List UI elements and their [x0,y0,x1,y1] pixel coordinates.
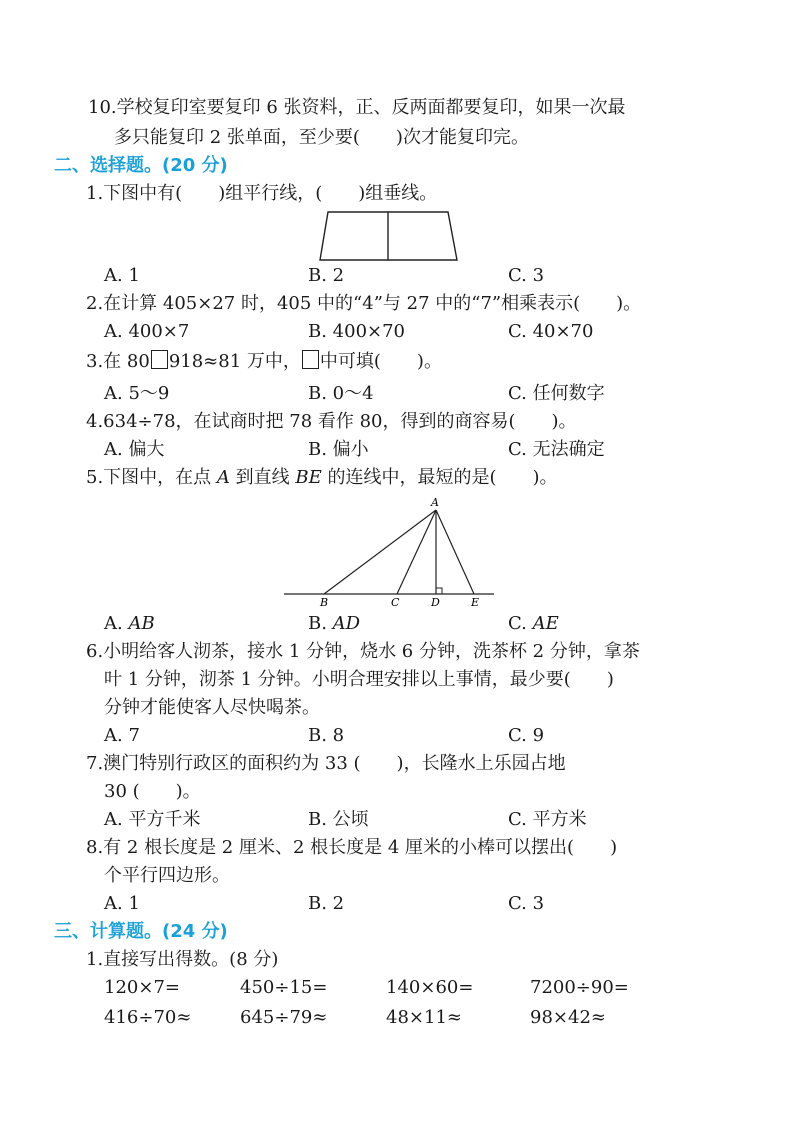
option-prefix: A. [104,613,129,634]
calc-item[interactable]: 98×42≈ [530,1007,606,1028]
calc-title: 1.直接写出得数。(8 分) [86,949,279,970]
q8-line1 [86,836,617,860]
q4-option-c[interactable]: C. 无法确定 [508,439,605,460]
q7-text-2b: )。 [175,781,201,802]
option-value: AE [532,613,559,634]
q1-text-b: )组平行线，( [218,183,323,204]
q7-line2 [104,780,201,804]
label-c: C [391,596,400,609]
q1-option-c[interactable]: C. 3 [508,265,545,286]
q7-text-1a: 7.澳门特别行政区的面积约为 33 ( [86,753,361,774]
q4-option-b[interactable]: B. 偏小 [308,439,369,460]
q6-line2 [104,668,614,692]
q1-text-c: )组垂线。 [358,183,438,204]
q8-option-a[interactable]: A. 1 [104,893,140,914]
calc-item[interactable]: 416÷70≈ [104,1007,192,1028]
option-prefix: B. [308,613,333,634]
q5-text-a: 5.下图中，在点 [86,467,217,488]
q6-option-b[interactable]: B. 8 [308,725,345,746]
q8-text-1a: 8.有 2 根长度是 2 厘米、2 根长度是 4 厘米的小棒可以摆出( [86,837,575,858]
digit-box[interactable] [151,350,168,369]
label-e: E [471,596,480,609]
q4-stem [86,410,577,434]
label-b: B [320,596,329,609]
q2-text-a: 2.在计算 405×27 时，405 中的“4”与 27 中的“7”相乘表示( [86,293,581,314]
q7-option-b[interactable]: B. 公顷 [308,809,369,830]
option-prefix: C. [508,613,533,634]
q5-option-b[interactable] [308,612,360,636]
segment-ae [436,510,474,594]
option-value: AB [128,613,155,634]
q3-option-a[interactable]: A. 5～9 [104,383,170,404]
q2-stem [86,292,641,316]
q3-option-c[interactable]: C. 任何数字 [508,383,605,404]
calc-item[interactable]: 120×7= [104,977,180,998]
q4-text-a: 4.634÷78，在试商时把 78 看作 80，得到的商容易( [86,411,516,432]
q1-option-b[interactable]: B. 2 [308,265,345,286]
trapezoid-figure [318,208,462,264]
q3-text-c: 中可填( [319,351,381,372]
calc-item[interactable]: 140×60= [386,977,474,998]
q6-option-a[interactable]: A. 7 [104,725,140,746]
q5-option-c[interactable] [508,612,559,636]
calc-item[interactable]: 7200÷90= [530,977,629,998]
q8-option-c[interactable]: C. 3 [508,893,545,914]
q5-option-a[interactable] [104,612,155,636]
digit-box [302,350,319,369]
q10-line1 [88,96,626,120]
q4-option-a[interactable]: A. 偏大 [104,439,165,460]
segment-ab [324,510,436,594]
section-2-heading: 二、选择题。(20 分) [54,155,228,176]
q6-line3: 分钟才能使客人尽快喝茶。 [104,697,320,718]
q5-stem [86,466,558,490]
q8-text-1b: ) [610,837,618,858]
q1-text-a: 1.下图中有( [86,183,183,204]
q2-option-b[interactable]: B. 400×70 [308,321,406,342]
segment-ac [397,510,436,594]
triangle-lines-figure [280,494,500,612]
q4-text-b: )。 [551,411,577,432]
q6-text-2a: 叶 1 分钟，沏茶 1 分钟。小明合理安排以上事情，最少要( [104,669,571,690]
option-value: AD [332,613,361,634]
q8-option-b[interactable]: B. 2 [308,893,345,914]
q5-text-c: 的连线中，最短的是( [321,467,497,488]
q3-text-b: 918≈81 万中， [168,351,301,372]
q3-text-d: )。 [416,351,442,372]
q10-text-1: 10.学校复印室要复印 6 张资料，正、反两面都要复印，如果一次最 [88,97,626,118]
q10-line2 [114,126,529,150]
q7-line1 [86,752,566,776]
q2-option-c[interactable]: C. 40×70 [508,321,594,342]
q2-text-b: )。 [616,293,642,314]
q5-point-label: A [216,467,230,488]
q10-text-2a: 多只能复印 2 张单面，至少要( [114,127,360,148]
q3-stem [86,350,442,374]
q5-line-label: BE [295,467,322,488]
calc-item[interactable]: 645÷79≈ [240,1007,328,1028]
q7-text-2a: 30 ( [104,781,140,802]
q6-line1: 6.小明给客人沏茶，接水 1 分钟，烧水 6 分钟，洗茶杯 2 分钟，拿茶 [86,641,640,662]
q6-text-2b: ) [606,669,614,690]
q3-text-a: 3.在 80 [86,351,150,372]
section-3-heading: 三、计算题。(24 分) [54,921,228,942]
right-angle-mark [436,588,442,594]
label-d: D [431,596,440,609]
calc-item[interactable]: 48×11≈ [386,1007,462,1028]
q3-option-b[interactable]: B. 0～4 [308,383,374,404]
q7-text-1b: )，长隆水上乐园占地 [396,753,566,774]
q10-text-2b: )次才能复印完。 [395,127,529,148]
q7-option-c[interactable]: C. 平方米 [508,809,587,830]
q1-stem [86,182,437,206]
q8-line2: 个平行四边形。 [104,865,230,886]
q5-text-d: )。 [532,467,558,488]
q2-option-a[interactable]: A. 400×7 [104,321,190,342]
q7-option-a[interactable]: A. 平方千米 [104,809,201,830]
label-a: A [431,496,439,509]
q6-option-c[interactable]: C. 9 [508,725,545,746]
q1-option-a[interactable]: A. 1 [104,265,140,286]
calc-item[interactable]: 450÷15= [240,977,328,998]
q5-text-b: 到直线 [229,467,296,488]
